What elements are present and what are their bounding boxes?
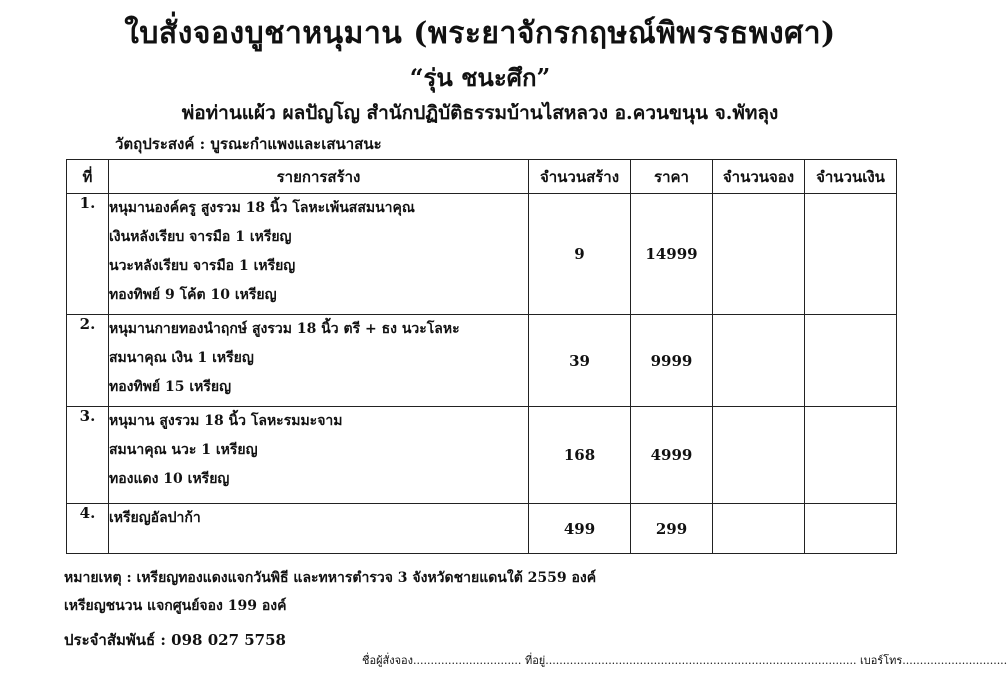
item-description xyxy=(109,315,529,407)
price-cell: 299 xyxy=(631,504,713,554)
item-line: สมนาคุณ นวะ 1 เหรียญ xyxy=(109,442,258,458)
item-line: หนุมานกายทองนำฤกษ์ สูงรวม 18 นิ้ว ตรี + ธง นวะโลหะ xyxy=(109,321,460,337)
reward-note: เหรียญชนวน แจกศูนย์จอง 199 องค์ xyxy=(64,598,287,614)
column-header-item: รายการสร้าง xyxy=(109,160,529,194)
edition-subtitle: “รุ่น ชนะศึก” xyxy=(409,63,551,92)
page-title: ใบสั่งจองบูชาหนุมาน (พระยาจักรกฤษณ์พิพรรธพงศา) xyxy=(124,16,836,51)
item-line: เงินหลังเรียบ จารมือ 1 เหรียญ xyxy=(109,229,292,245)
amount-cell[interactable] xyxy=(805,194,897,315)
item-description xyxy=(109,407,529,504)
purpose-line: วัตถุประสงค์ : บูรณะกำแพงและเสนาสนะ xyxy=(115,135,382,153)
amount-cell[interactable] xyxy=(805,315,897,407)
organization-line: พ่อท่านแผ้ว ผลปัญโญ สำนักปฏิบัติธรรมบ้านไสหลวง อ.ควนขนุน จ.พัทลุง xyxy=(181,102,779,124)
quantity-cell: 168 xyxy=(529,407,631,504)
address-field[interactable]: ......................................................................................... xyxy=(545,654,857,667)
item-description xyxy=(109,194,529,315)
order-table xyxy=(66,159,897,554)
column-header-price: ราคา xyxy=(631,160,713,194)
amount-cell[interactable] xyxy=(805,504,897,554)
item-line: เหรียญอัลปาก้า xyxy=(109,510,201,526)
amount-cell[interactable] xyxy=(805,407,897,504)
price-cell: 14999 xyxy=(631,194,713,315)
price-cell: 4999 xyxy=(631,407,713,504)
item-line: สมนาคุณ เงิน 1 เหรียญ xyxy=(109,350,254,366)
table-row xyxy=(67,504,897,554)
quantity-cell: 9 xyxy=(529,194,631,315)
signature-line xyxy=(362,651,1007,669)
item-line: ทองแดง 10 เหรียญ xyxy=(109,471,230,487)
price-cell: 9999 xyxy=(631,315,713,407)
row-number: 1. xyxy=(67,194,109,315)
remark-note: หมายเหตุ : เหรียญทองแดงแจกวันพิธี และทหารตำรวจ 3 จังหวัดชายแดนใต้ 2559 องค์ xyxy=(64,570,597,586)
table-header-row xyxy=(67,160,897,194)
column-header-reserve: จำนวนจอง xyxy=(713,160,805,194)
row-number: 2. xyxy=(67,315,109,407)
reserve-cell[interactable] xyxy=(713,315,805,407)
phone-field[interactable]: .............................. xyxy=(902,654,1007,667)
table-row xyxy=(67,315,897,407)
reserve-cell[interactable] xyxy=(713,194,805,315)
phone-label: เบอร์โทร xyxy=(859,654,903,667)
quantity-cell: 39 xyxy=(529,315,631,407)
item-line: ทองทิพย์ 9 โค้ต 10 เหรียญ xyxy=(109,287,277,303)
table-row xyxy=(67,407,897,504)
column-header-amount: จำนวนเงิน xyxy=(805,160,897,194)
item-description xyxy=(109,504,529,554)
contact-line: ประจำสัมพันธ์ : 098 027 5758 xyxy=(64,631,286,649)
address-label: ที่อยู่ xyxy=(524,654,546,667)
item-line: หนุมานองค์ครู สูงรวม 18 นิ้ว โลหะเพ้นสสมนาคุณ xyxy=(109,200,415,216)
row-number: 3. xyxy=(67,407,109,504)
item-line: นวะหลังเรียบ จารมือ 1 เหรียญ xyxy=(109,258,296,274)
column-header-no: ที่ xyxy=(67,160,109,194)
quantity-cell: 499 xyxy=(529,504,631,554)
name-field[interactable]: ............................... xyxy=(413,654,522,667)
item-line: ทองทิพย์ 15 เหรียญ xyxy=(109,379,232,395)
reserve-cell[interactable] xyxy=(713,407,805,504)
table-row xyxy=(67,194,897,315)
item-line: หนุมาน สูงรวม 18 นิ้ว โลหะรมมะจาม xyxy=(109,413,343,429)
name-label: ชื่อผู้สั่งจอง xyxy=(362,654,414,667)
column-header-quantity: จำนวนสร้าง xyxy=(529,160,631,194)
row-number: 4. xyxy=(67,504,109,554)
reserve-cell[interactable] xyxy=(713,504,805,554)
